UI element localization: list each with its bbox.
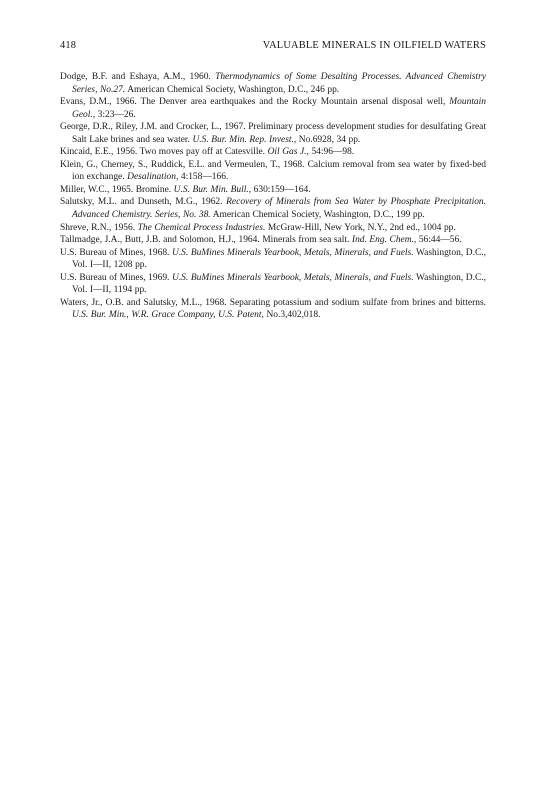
page-number: 418	[60, 40, 77, 51]
reference-title: U.S. BuMines Minerals Yearbook, Metals, Minerals, and Fuels.	[172, 272, 414, 283]
reference-title: U.S. Bur. Min., W.R. Grace Company, U.S. Patent	[72, 310, 262, 321]
reference-text: U.S. Bureau of Mines, 1969.	[60, 272, 172, 283]
reference-details: McGraw-Hill, New York, N.Y., 2nd ed., 1004 pp.	[265, 222, 456, 233]
reference-entry	[60, 247, 486, 272]
reference-details: Washington, D.C., Vol. I—II, 1208 pp.	[72, 247, 486, 271]
reference-details: Washington, D.C., Vol. I—II, 1194 pp.	[72, 272, 486, 296]
reference-list	[60, 71, 486, 322]
running-title: VALUABLE MINERALS IN OILFIELD WATERS	[262, 40, 486, 51]
reference-text: Dodge, B.F. and Eshaya, A.M., 1960.	[60, 72, 216, 82]
reference-title: The Chemical Process Industries.	[137, 222, 266, 233]
reference-text: Kincaid, E.E., 1956. Two moves pay off at Catesville.	[60, 147, 268, 158]
reference-title: Recovery of Minerals from Sea Water by Phosphate Precipitation. Advanced Chemistry. Series, No. 38.	[72, 197, 486, 221]
reference-entry	[60, 96, 486, 121]
reference-details: , No.6928, 34 pp.	[293, 134, 361, 145]
reference-text: Tallmadge, J.A., Butt, J.B. and Solomon, H.J., 1964. Minerals from sea salt.	[60, 235, 352, 246]
reference-title: Thermodynamics of Some Desalting Processes. Advanced Chemistry Series, No.27.	[72, 72, 486, 95]
reference-text: U.S. Bureau of Mines, 1968.	[60, 247, 172, 258]
reference-entry	[60, 71, 486, 96]
reference-details: , 4:158—166.	[175, 172, 229, 183]
reference-entry	[60, 272, 486, 297]
reference-text: Salutsky, M.L. and Dunseth, M.G., 1962.	[60, 197, 227, 208]
reference-text: Miller, W.C., 1965. Bromine.	[60, 184, 174, 195]
reference-entry	[60, 184, 486, 197]
reference-title: U.S. BuMines Minerals Yearbook, Metals, Minerals, and Fuels.	[172, 247, 414, 258]
reference-entry	[60, 146, 486, 159]
reference-title: Mountain Geol.	[72, 97, 486, 120]
running-header	[60, 40, 486, 56]
reference-entry	[60, 222, 486, 235]
reference-title: Ind. Eng. Chem.	[351, 235, 414, 246]
reference-text: Shreve, R.N., 1956.	[60, 222, 138, 233]
reference-text: Klein, G., Cherney, S., Ruddick, E.L. and Vermeulen, T., 1968. Calcium removal from sea water by fixed-bed ion exchange.	[60, 159, 486, 183]
reference-details: , 56:44—56.	[413, 235, 462, 246]
reference-details: , 54:96—98.	[306, 147, 355, 158]
reference-title: U.S. Bur. Min. Rep. Invest.	[192, 134, 294, 145]
reference-title: Oil Gas J.	[267, 147, 307, 158]
reference-entry	[60, 297, 486, 322]
reference-text: Waters, Jr., O.B. and Salutsky, M.L., 1968. Separating potassium and sodium sulfate from brines and bitterns.	[60, 297, 486, 308]
reference-entry	[60, 159, 486, 184]
reference-entry	[60, 121, 486, 146]
reference-entry	[60, 196, 486, 221]
reference-details: , 630:159—164.	[248, 184, 311, 195]
reference-title: U.S. Bur. Min. Bull.	[173, 184, 249, 195]
reference-text: George, D.R., Riley, J.M. and Crocker, L., 1967. Preliminary process development studies for desulfating Great Salt Lake brines and sea water.	[60, 122, 486, 145]
reference-title: Desalination	[127, 172, 176, 183]
reference-entry	[60, 234, 486, 247]
reference-details: American Chemical Society, Washington, D.C., 246 pp.	[125, 84, 340, 95]
reference-text: Evans, D.M., 1966. The Denver area earthquakes and the Rocky Mountain arsenal disposal well,	[60, 97, 450, 108]
reference-details: American Chemical Society, Washington, D.C., 199 pp.	[210, 210, 425, 221]
reference-details: , No.3,402,018.	[261, 310, 321, 321]
reference-details: , 3:23—26.	[92, 109, 136, 120]
